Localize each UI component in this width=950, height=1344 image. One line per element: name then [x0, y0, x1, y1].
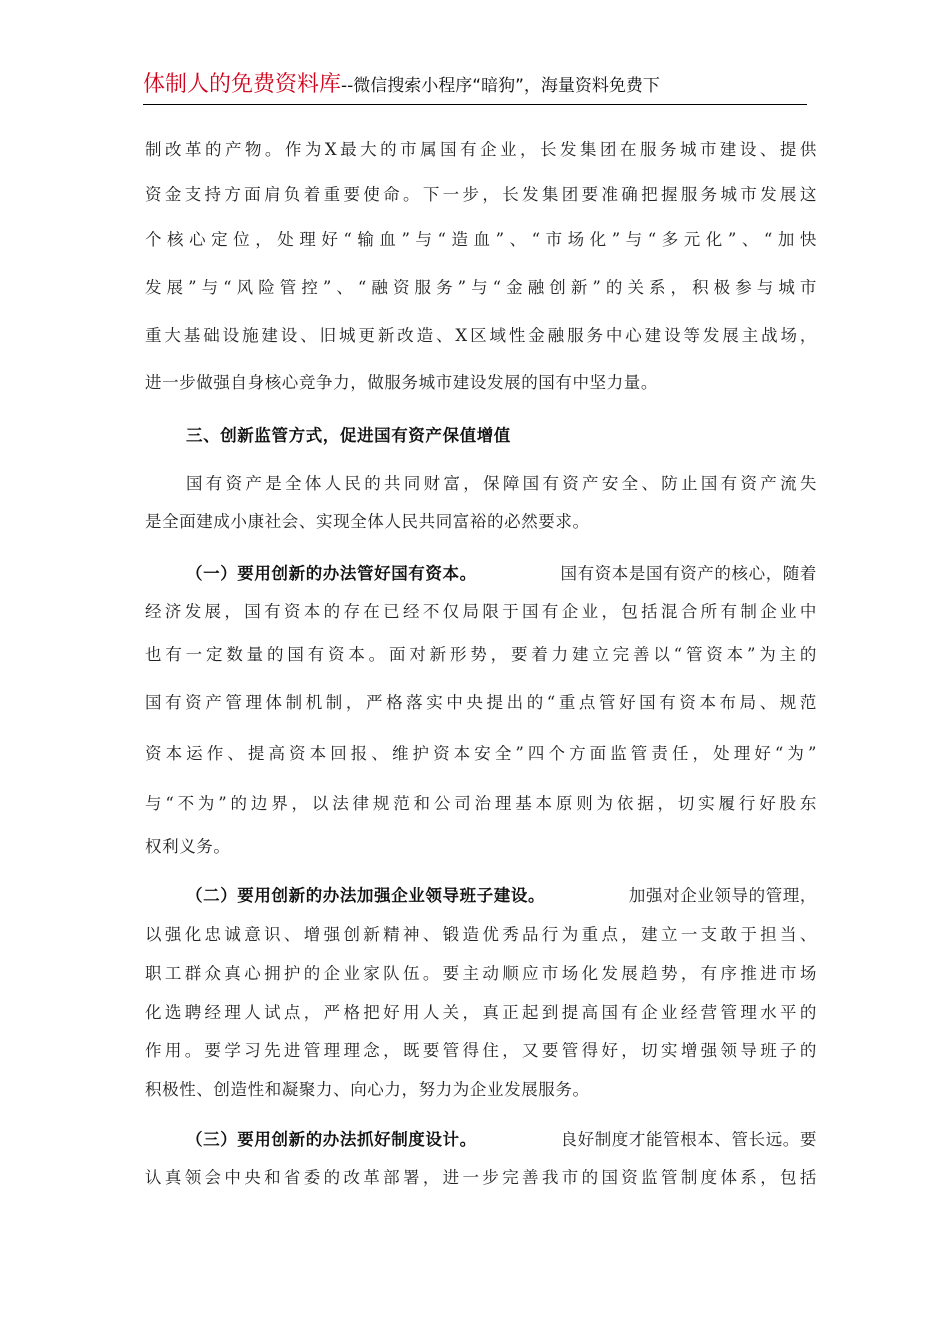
body-line: 国有资本是国有资产的核心，随着 [560, 564, 817, 583]
body-line: 国有资产是全体人民的共同财富，保障国有资产安全、防止国有资产流失 [186, 474, 817, 493]
body-line: 进一步做强自身核心竞争力，做服务城市建设发展的国有中坚力量。 [145, 373, 658, 392]
paragraph-first-line [186, 562, 817, 586]
body-line: 作用。要学习先进管理理念，既要管得住，又要管得好，切实增强领导班子的 [145, 1041, 817, 1060]
paragraph-first-line [186, 1128, 817, 1152]
subheading-2: （二）要用创新的办法加强企业领导班子建设。 [186, 886, 546, 905]
body-line: 加强对企业领导的管理， [628, 886, 817, 905]
header-tagline: --微信搜索小程序“暗狗”，海量资料免费下 [341, 76, 660, 96]
body-line: 资本运作、提高资本回报、维护资本安全”四个方面监管责任，处理好“为” [145, 744, 817, 763]
body-line: 资金支持方面肩负着重要使命。下一步，长发集团要准确把握服务城市发展这 [145, 185, 817, 204]
body-line: 也有一定数量的国有资本。面对新形势，要着力建立完善以“管资本”为主的 [145, 645, 817, 664]
body-line: 发展”与“风险管控”、“融资服务”与“金融创新”的关系，积极参与城市 [145, 278, 817, 297]
body-line: 权利义务。 [145, 837, 231, 856]
body-line: 经济发展，国有资本的存在已经不仅局限于国有企业，包括混合所有制企业中 [145, 602, 817, 621]
section-heading: 三、创新监管方式，促进国有资产保值增值 [186, 426, 511, 445]
subheading-1: （一）要用创新的办法管好国有资本。 [186, 564, 477, 583]
body-line: 是全面建成小康社会、实现全体人民共同富裕的必然要求。 [145, 512, 590, 531]
body-line: 积极性、创造性和凝聚力、向心力，努力为企业发展服务。 [145, 1080, 590, 1099]
body-line: 与“不为”的边界，以法律规范和公司治理基本原则为依据，切实履行好股东 [145, 794, 817, 813]
subheading-3: （三）要用创新的办法抓好制度设计。 [186, 1130, 477, 1149]
paragraph-first-line [186, 884, 817, 908]
body-line: 化选聘经理人试点，严格把好用人关，真正起到提高国有企业经营管理水平的 [145, 1003, 817, 1022]
body-line: 重大基础设施建设、旧城更新改造、X区域性金融服务中心建设等发展主战场， [145, 326, 817, 345]
body-line: 国有资产管理体制机制，严格落实中央提出的“重点管好国有资本布局、规范 [145, 693, 817, 712]
body-line: 认真领会中央和省委的改革部署，进一步完善我市的国资监管制度体系，包括 [145, 1168, 817, 1187]
header-brand: 体制人的免费资料库 [143, 72, 342, 97]
body-line: 制改革的产物。作为X最大的市属国有企业，长发集团在服务城市建设、提供 [145, 140, 817, 159]
body-line: 职工群众真心拥护的企业家队伍。要主动顺应市场化发展趋势，有序推进市场 [145, 964, 817, 983]
body-line: 以强化忠诚意识、增强创新精神、锻造优秀品行为重点，建立一支敢于担当、 [145, 925, 817, 944]
body-line: 个核心定位，处理好“输血”与“造血”、“市场化”与“多元化”、“加快 [145, 230, 817, 249]
page-header [143, 68, 807, 105]
body-line: 良好制度才能管根本、管长远。要 [560, 1130, 817, 1149]
